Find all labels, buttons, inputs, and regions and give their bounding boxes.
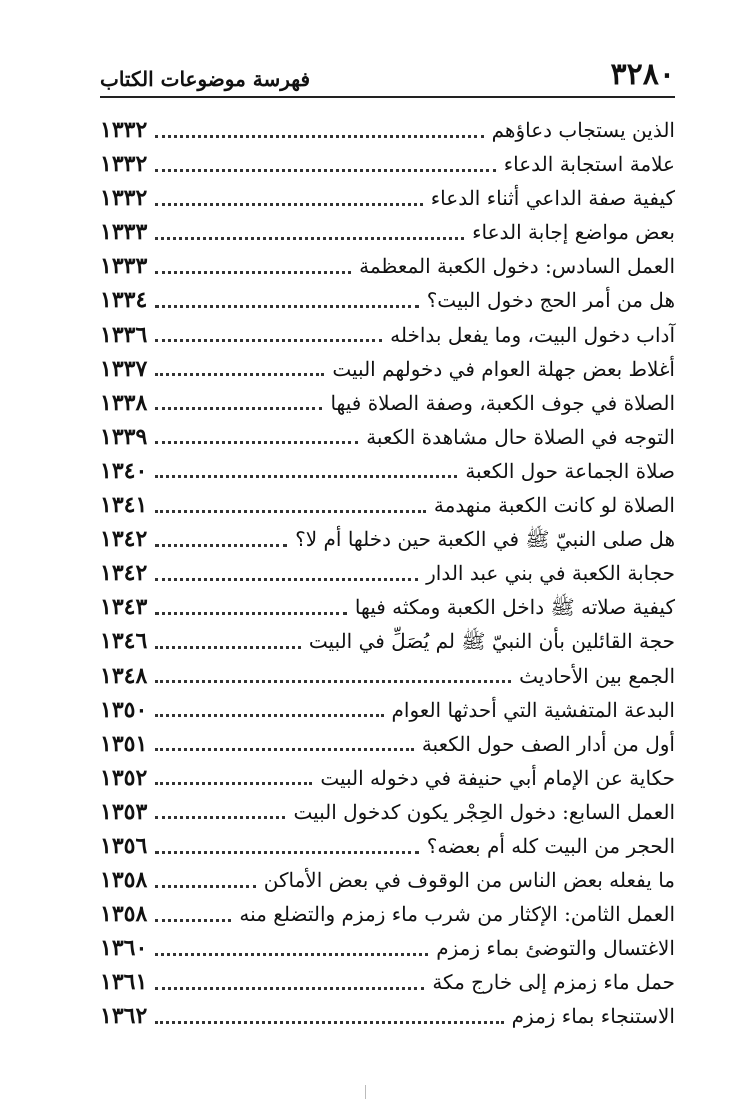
dot-leader: [155, 953, 428, 956]
dot-leader: [155, 748, 414, 751]
toc-entry-page-number: ١٣٣٦: [100, 321, 148, 348]
dot-leader: [155, 782, 312, 785]
toc-entry: [100, 761, 675, 795]
toc-entry-title: حجابة الكعبة في بني عبد الدار: [426, 561, 675, 586]
toc-entry: [100, 420, 675, 454]
toc-entry: [100, 113, 675, 147]
dot-leader: [155, 475, 457, 478]
dot-leader: [155, 441, 358, 444]
toc-entry-page-number: ١٣٣٢: [100, 151, 148, 178]
toc-entry-title: التوجه في الصلاة حال مشاهدة الكعبة: [366, 424, 675, 449]
toc-entry-page-number: ١٣٥٠: [100, 696, 148, 723]
toc-entry-title: العمل السابع: دخول الحِجْر يكون كدخول البيت: [293, 799, 675, 824]
dot-leader: [155, 373, 324, 376]
toc-entry-page-number: ١٣٣٣: [100, 253, 148, 280]
toc-entry-title: الذين يستجاب دعاؤهم: [491, 118, 675, 142]
dot-leader: [155, 510, 426, 513]
toc-entry-title: حمل ماء زمزم إلى خارج مكة: [432, 970, 675, 995]
page-header: [100, 48, 675, 98]
toc-entry: [100, 249, 675, 283]
toc-entry-title: الصلاة لو كانت الكعبة منهدمة: [433, 493, 675, 518]
toc-entry: [100, 590, 675, 624]
toc-entry-page-number: ١٣٤٢: [100, 560, 148, 587]
toc-entry-title: علامة استجابة الدعاء: [503, 152, 675, 177]
toc-entry-page-number: ١٣٣٧: [100, 355, 148, 382]
dot-leader: [155, 885, 255, 888]
dot-leader: [155, 714, 383, 717]
toc-entry-page-number: ١٣٦٠: [100, 935, 148, 962]
toc-entry: [100, 727, 675, 761]
toc-entry-title: الاستنجاء بماء زمزم: [511, 1004, 675, 1029]
toc-entry: [100, 931, 675, 965]
dot-leader: [155, 407, 322, 410]
toc-entry-page-number: ١٣٣٩: [100, 423, 148, 450]
dot-leader: [155, 339, 382, 342]
toc-entry-title: البدعة المتفشية التي أحدثها العوام: [391, 697, 675, 722]
dot-leader: [155, 646, 301, 649]
toc-entry-title: الصلاة في جوف الكعبة، وصفة الصلاة فيها: [330, 390, 675, 415]
toc-entry-page-number: ١٣٣٨: [100, 389, 148, 416]
toc-entry: [100, 863, 675, 897]
toc-entry-title: ما يفعله بعض الناس من الوقوف في بعض الأماكن: [263, 868, 675, 893]
toc-entry-title: كيفية صفة الداعي أثناء الدعاء: [430, 186, 675, 211]
toc-entry: [100, 522, 675, 556]
toc-entry-page-number: ١٣٤٦: [100, 628, 148, 655]
toc-entry-title: أول من أدار الصف حول الكعبة: [421, 731, 675, 756]
toc-entry-page-number: ١٣٤٨: [100, 662, 148, 689]
toc-entry-page-number: ١٣٦٢: [100, 1003, 148, 1030]
dot-leader: [155, 169, 495, 172]
toc-entry-page-number: ١٣٥٦: [100, 832, 148, 859]
toc-entry-title: أغلاط بعض جهلة العوام في دخولهم البيت: [332, 356, 675, 381]
toc-entry-page-number: ١٣٥٨: [100, 901, 148, 928]
toc-entry: [100, 999, 675, 1033]
toc-entry-page-number: ١٣٤٢: [100, 526, 148, 553]
toc-entry: [100, 488, 675, 522]
toc-entry: [100, 318, 675, 352]
toc-entry-title: صلاة الجماعة حول الكعبة: [465, 458, 675, 483]
dot-leader: [155, 237, 464, 240]
toc-entry: [100, 829, 675, 863]
dot-leader: [155, 919, 231, 922]
dot-leader: [155, 578, 418, 581]
toc-entry: [100, 215, 675, 249]
toc-entry: [100, 624, 675, 658]
toc-entry: [100, 693, 675, 727]
toc-entry-title: الحجر من البيت كله أم بعضه؟: [426, 833, 675, 858]
page-number: ٣٢٨٠: [610, 57, 675, 92]
dot-leader: [155, 203, 423, 206]
toc-entry-title: العمل الثامن: الإكثار من شرب ماء زمزم والتضلع منه: [239, 902, 675, 927]
toc-entry-page-number: ١٣٣٤: [100, 287, 148, 314]
toc-entry-page-number: ١٣٤١: [100, 492, 148, 519]
toc-entry-page-number: ١٣٥١: [100, 730, 148, 757]
toc-entry: [100, 147, 675, 181]
toc-entry-title: بعض مواضع إجابة الدعاء: [472, 220, 675, 245]
dot-leader: [155, 851, 418, 854]
toc-entry: [100, 965, 675, 999]
toc-entry: [100, 181, 675, 215]
dot-leader: [155, 816, 285, 819]
toc-entry: [100, 454, 675, 488]
toc-entry: [100, 556, 675, 590]
toc-entry-title: حجة القائلين بأن النبيّ ﷺ لم يُصَلِّ في البيت: [308, 629, 675, 654]
dot-leader: [155, 271, 351, 274]
toc-entry: [100, 795, 675, 829]
dot-leader: [155, 987, 424, 990]
toc-entry-page-number: ١٣٣٣: [100, 219, 148, 246]
running-title: فهرسة موضوعات الكتاب: [100, 67, 311, 91]
toc-entry-page-number: ١٣٦١: [100, 969, 148, 996]
dot-leader: [155, 612, 347, 615]
toc-entry-title: كيفية صلاته ﷺ داخل الكعبة ومكثه فيها: [354, 595, 675, 620]
toc-entry-page-number: ١٣٥٢: [100, 764, 148, 791]
toc-entry: [100, 386, 675, 420]
toc-entry: [100, 352, 675, 386]
dot-leader: [155, 680, 511, 683]
toc-entry-page-number: ١٣٥٨: [100, 867, 148, 894]
dot-leader: [155, 1021, 503, 1024]
toc-entry-page-number: ١٣٤٣: [100, 594, 148, 621]
page-edge-mark: [365, 1085, 366, 1099]
toc-entry: [100, 897, 675, 931]
toc-entry-title: هل من أمر الحج دخول البيت؟: [426, 288, 675, 313]
toc-entry-page-number: ١٣٥٣: [100, 798, 148, 825]
toc-entry-title: العمل السادس: دخول الكعبة المعظمة: [359, 254, 675, 279]
toc-entry-title: حكاية عن الإمام أبي حنيفة في دخوله البيت: [320, 765, 675, 790]
toc-entry-page-number: ١٣٣٢: [100, 117, 148, 143]
toc-entry-title: هل صلى النبيّ ﷺ في الكعبة حين دخلها أم لا؟: [295, 527, 675, 552]
toc-entry-title: آداب دخول البيت، وما يفعل بداخله: [390, 322, 675, 347]
toc-entry-page-number: ١٣٤٠: [100, 457, 148, 484]
dot-leader: [155, 544, 287, 547]
toc-entry-title: الاغتسال والتوضئ بماء زمزم: [436, 936, 675, 961]
toc-entry-title: الجمع بين الأحاديث: [519, 663, 675, 688]
dot-leader: [155, 305, 418, 308]
toc-entry-page-number: ١٣٣٢: [100, 185, 148, 212]
toc-entry: [100, 283, 675, 317]
dot-leader: [155, 135, 483, 138]
toc-entry: [100, 659, 675, 693]
table-of-contents: [100, 113, 675, 1034]
